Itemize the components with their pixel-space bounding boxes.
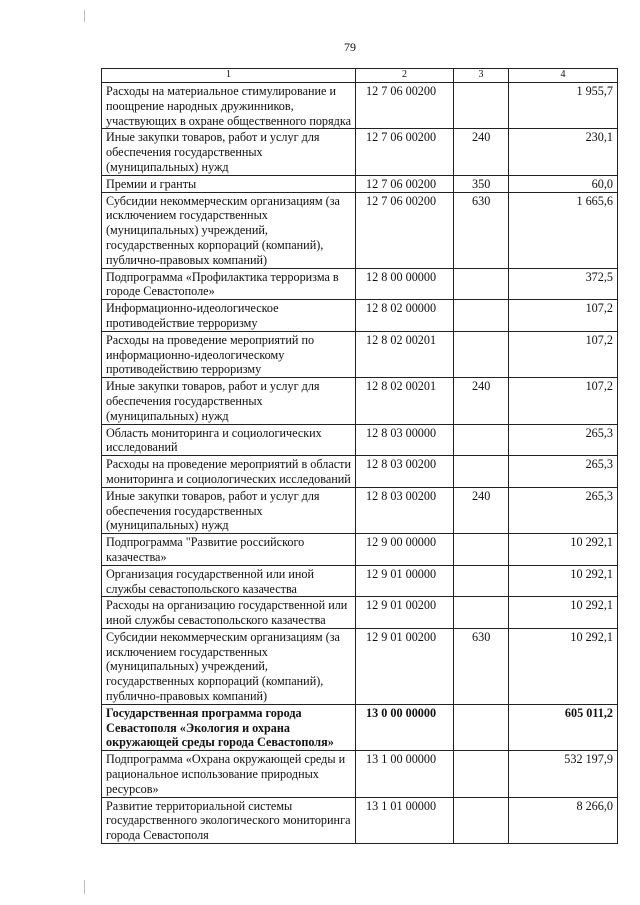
row-amount-cell: 60,0	[509, 175, 618, 192]
row-code-cell: 13 1 01 00000	[356, 797, 454, 843]
row-amount-cell: 265,3	[509, 456, 618, 488]
row-expense-type-cell	[454, 565, 509, 597]
row-amount-cell: 230,1	[509, 129, 618, 175]
row-name-cell: Иные закупки товаров, работ и услуг для обеспечения государственных (муниципальных) нужд	[102, 487, 356, 533]
table-row	[102, 597, 618, 629]
table-row	[102, 192, 618, 268]
table-row	[102, 268, 618, 300]
row-expense-type-cell	[454, 597, 509, 629]
row-amount-cell: 1 665,6	[509, 192, 618, 268]
row-name-cell: Организация государственной или иной службы севастопольского казачества	[102, 565, 356, 597]
column-header: 4	[509, 69, 618, 83]
row-amount-cell: 265,3	[509, 487, 618, 533]
row-name-cell: Подпрограмма «Профилактика терроризма в городе Севастополе»	[102, 268, 356, 300]
row-amount-cell: 10 292,1	[509, 534, 618, 566]
row-expense-type-cell: 630	[454, 192, 509, 268]
row-code-cell: 12 7 06 00200	[356, 83, 454, 129]
row-expense-type-cell	[454, 83, 509, 129]
row-amount-cell: 8 266,0	[509, 797, 618, 843]
row-amount-cell: 107,2	[509, 378, 618, 424]
row-code-cell: 12 9 00 00000	[356, 534, 454, 566]
row-code-cell: 12 8 02 00201	[356, 378, 454, 424]
row-name-cell: Субсидии некоммерческим организациям (за исключением государственных (муниципальных) учреждений, государственных корпораций (компаний), публично-правовых компаний)	[102, 192, 356, 268]
row-code-cell: 12 7 06 00200	[356, 129, 454, 175]
row-amount-cell: 10 292,1	[509, 565, 618, 597]
row-name-cell: Иные закупки товаров, работ и услуг для обеспечения государственных (муниципальных) нужд	[102, 129, 356, 175]
row-amount-cell: 107,2	[509, 331, 618, 377]
column-header: 1	[102, 69, 356, 83]
row-code-cell: 12 8 03 00200	[356, 456, 454, 488]
row-code-cell: 13 0 00 00000	[356, 704, 454, 750]
table-row	[102, 751, 618, 797]
table-row	[102, 300, 618, 332]
row-code-cell: 12 9 01 00200	[356, 628, 454, 704]
row-expense-type-cell	[454, 704, 509, 750]
row-expense-type-cell	[454, 300, 509, 332]
row-name-cell: Иные закупки товаров, работ и услуг для обеспечения государственных (муниципальных) нужд	[102, 378, 356, 424]
row-name-cell: Расходы на организацию государственной или иной службы севастопольского казачества	[102, 597, 356, 629]
row-expense-type-cell	[454, 424, 509, 456]
row-expense-type-cell	[454, 751, 509, 797]
row-expense-type-cell	[454, 797, 509, 843]
row-name-cell: Государственная программа города Севастополя «Экология и охрана окружающей среды города Севастополя»	[102, 704, 356, 750]
table-row	[102, 565, 618, 597]
row-code-cell: 12 8 00 00000	[356, 268, 454, 300]
budget-table-container	[101, 68, 617, 844]
row-code-cell: 12 9 01 00000	[356, 565, 454, 597]
row-code-cell: 13 1 00 00000	[356, 751, 454, 797]
table-row	[102, 331, 618, 377]
column-header: 3	[454, 69, 509, 83]
row-expense-type-cell	[454, 456, 509, 488]
row-name-cell: Подпрограмма «Охрана окружающей среды и рациональное использование природных ресурсов»	[102, 751, 356, 797]
row-name-cell: Расходы на материальное стимулирование и поощрение народных дружинников, участвующих в охране общественного порядка	[102, 83, 356, 129]
row-expense-type-cell: 240	[454, 129, 509, 175]
row-amount-cell: 10 292,1	[509, 628, 618, 704]
row-expense-type-cell: 240	[454, 378, 509, 424]
table-row	[102, 424, 618, 456]
table-row	[102, 628, 618, 704]
table-row	[102, 175, 618, 192]
row-name-cell: Расходы на проведение мероприятий по информационно-идеологическому противодействию терроризму	[102, 331, 356, 377]
row-expense-type-cell: 350	[454, 175, 509, 192]
table-row	[102, 129, 618, 175]
row-code-cell: 12 9 01 00200	[356, 597, 454, 629]
table-row	[102, 534, 618, 566]
row-amount-cell: 605 011,2	[509, 704, 618, 750]
row-code-cell: 12 8 03 00000	[356, 424, 454, 456]
table-row	[102, 83, 618, 129]
row-code-cell: 12 8 02 00000	[356, 300, 454, 332]
scan-edge-mark	[84, 10, 85, 22]
row-name-cell: Подпрограмма "Развитие российского казачества»	[102, 534, 356, 566]
row-amount-cell: 10 292,1	[509, 597, 618, 629]
row-name-cell: Субсидии некоммерческим организациям (за исключением государственных (муниципальных) учреждений, государственных корпораций (компаний), публично-правовых компаний)	[102, 628, 356, 704]
row-code-cell: 12 8 03 00200	[356, 487, 454, 533]
row-expense-type-cell: 240	[454, 487, 509, 533]
row-name-cell: Развитие территориальной системы государственного экологического мониторинга города Севастополя	[102, 797, 356, 843]
row-expense-type-cell	[454, 534, 509, 566]
row-amount-cell: 372,5	[509, 268, 618, 300]
row-amount-cell: 532 197,9	[509, 751, 618, 797]
table-row	[102, 378, 618, 424]
budget-table	[101, 68, 618, 844]
row-amount-cell: 265,3	[509, 424, 618, 456]
row-name-cell: Расходы на проведение мероприятий в области мониторинга и социологических исследований	[102, 456, 356, 488]
row-code-cell: 12 7 06 00200	[356, 175, 454, 192]
table-body	[102, 83, 618, 844]
column-header: 2	[356, 69, 454, 83]
row-name-cell: Премии и гранты	[102, 175, 356, 192]
row-expense-type-cell	[454, 331, 509, 377]
row-code-cell: 12 7 06 00200	[356, 192, 454, 268]
row-expense-type-cell: 630	[454, 628, 509, 704]
row-name-cell: Информационно-идеологическое противодействие терроризму	[102, 300, 356, 332]
row-amount-cell: 1 955,7	[509, 83, 618, 129]
row-code-cell: 12 8 02 00201	[356, 331, 454, 377]
table-row	[102, 797, 618, 843]
row-expense-type-cell	[454, 268, 509, 300]
table-row	[102, 704, 618, 750]
row-name-cell: Область мониторинга и социологических исследований	[102, 424, 356, 456]
row-amount-cell: 107,2	[509, 300, 618, 332]
table-row	[102, 456, 618, 488]
page-number: 79	[344, 40, 356, 54]
table-row	[102, 487, 618, 533]
table-header-row	[102, 69, 618, 83]
scan-edge-mark	[84, 880, 85, 894]
